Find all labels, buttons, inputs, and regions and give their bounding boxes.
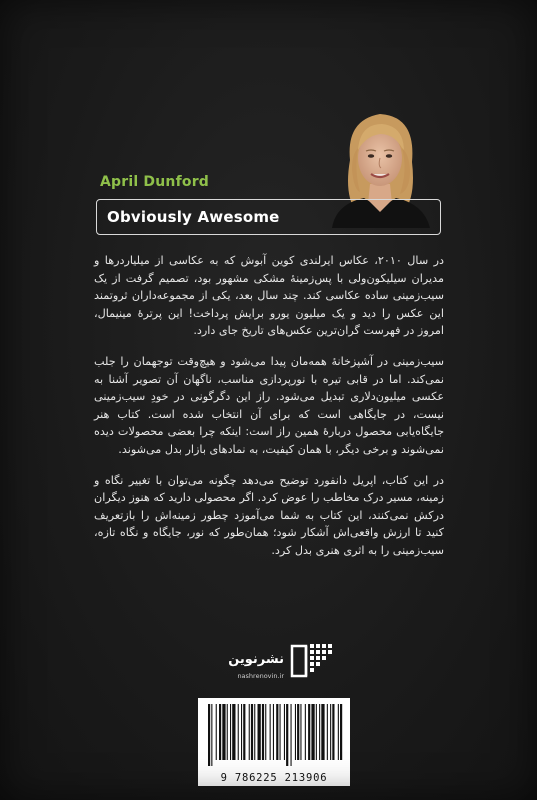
barcode-bar [297,704,299,760]
barcode-bars [204,704,344,766]
barcode-bar [249,704,250,760]
barcode-bar [338,704,339,760]
title-frame [96,199,441,235]
barcode-bar [227,704,228,760]
isbn-barcode [198,698,350,786]
barcode-bar [316,704,317,760]
barcode-bar [291,704,292,766]
barcode-bar [280,704,281,760]
publisher-logo-icon [290,638,338,680]
barcode-bar [284,704,285,760]
barcode-bar [222,704,225,760]
barcode-bar [286,704,288,766]
barcode-bar [295,704,296,760]
barcode-bar [232,704,235,760]
barcode-bar [243,704,245,760]
barcode-bar [216,704,217,760]
barcode-bar [305,704,306,760]
barcode-bar [311,704,314,760]
barcode-bar [321,704,324,760]
book-title: Obviously Awesome [107,208,280,226]
publisher-name: نشرنوین [228,652,284,667]
blurb-paragraph: در این کتاب، اپریل دانفورد توضیح می‌دهد چگونه می‌توان با تغییر نگاه و زمینه، مسیر درک مخاطب را عوض کرد. اگر محصولی دارید که هنوز دیگران درکش نمی‌کنند، این کتاب به شما می‌آموزد چطور زمینه‌اش را بازتعریف کنید تا ارزش واقعی‌اش آشکار شود؛ همان‌طور که نور، جایگاه و نگاه تازه، سیب‌زمینی را به اثری هنری بدل کرد. [94,473,444,557]
barcode-bar [300,704,301,760]
publisher-url: nashrenovin.ir [237,672,284,680]
blurb-text [94,252,444,573]
publisher-block [210,636,340,684]
barcode-bar [340,704,342,760]
isbn-number: 9 786225 213906 [220,772,328,784]
barcode-bar [327,704,328,760]
barcode-bar [208,704,210,766]
author-name: April Dunford [100,174,210,190]
barcode-bar [211,704,212,766]
barcode-bar [273,704,274,760]
barcode-bar [276,704,278,760]
barcode-bar [251,704,253,760]
barcode-bar [330,704,331,760]
barcode-bar [265,704,266,760]
barcode-bar [254,704,255,760]
barcode-bar [241,704,242,760]
barcode-bar [270,704,271,760]
barcode-bar [319,704,320,760]
barcode-bar [219,704,221,760]
blurb-paragraph: در سال ۲۰۱۰، عکاس ایرلندی کوین آبوش که به عکاسی از میلیاردرها و مدیران سیلیکون‌ولی با پس‌زمینهٔ مشکی مشهور بود، تصمیم گرفت از یک سیب‌زمینی ساده عکاسی کند. چند سال بعد، یکی از مجموعه‌داران ثروتمند این عکس را دید و یک میلیون یورو برایش پرداخت! این پرترهٔ مینیمال، امروز در فهرست گران‌ترین عکس‌های تاریخ جای دارد. [94,254,444,338]
barcode-bar [332,704,334,760]
barcode-bar [262,704,264,760]
blurb-paragraph: سیب‌زمینی در آشپزخانهٔ همه‌مان پیدا می‌شود و هیچ‌وقت توجهمان را جلب نمی‌کند. اما در قابی تیره با نورپردازی مناسب، ناگهان آن تصویر آشنا به عکسی میلیون‌دلاری تبدیل می‌شود. راز این دگرگونی در خودِ سیب‌زمینی نیست، در جایگاهی است که برای آن انتخاب شده است. کتاب هنر جایگاه‌یابی محصول دربارهٔ همین راز است: اینکه چرا بعضی محصولات دیده نمی‌شوند و برخی دیگر، با همان کیفیت، به نمادهای بازار بدل می‌شوند. [94,354,444,456]
barcode-bar [308,704,310,760]
barcode-bar [230,704,231,760]
barcode-bar [258,704,261,760]
barcode-bar [238,704,239,760]
